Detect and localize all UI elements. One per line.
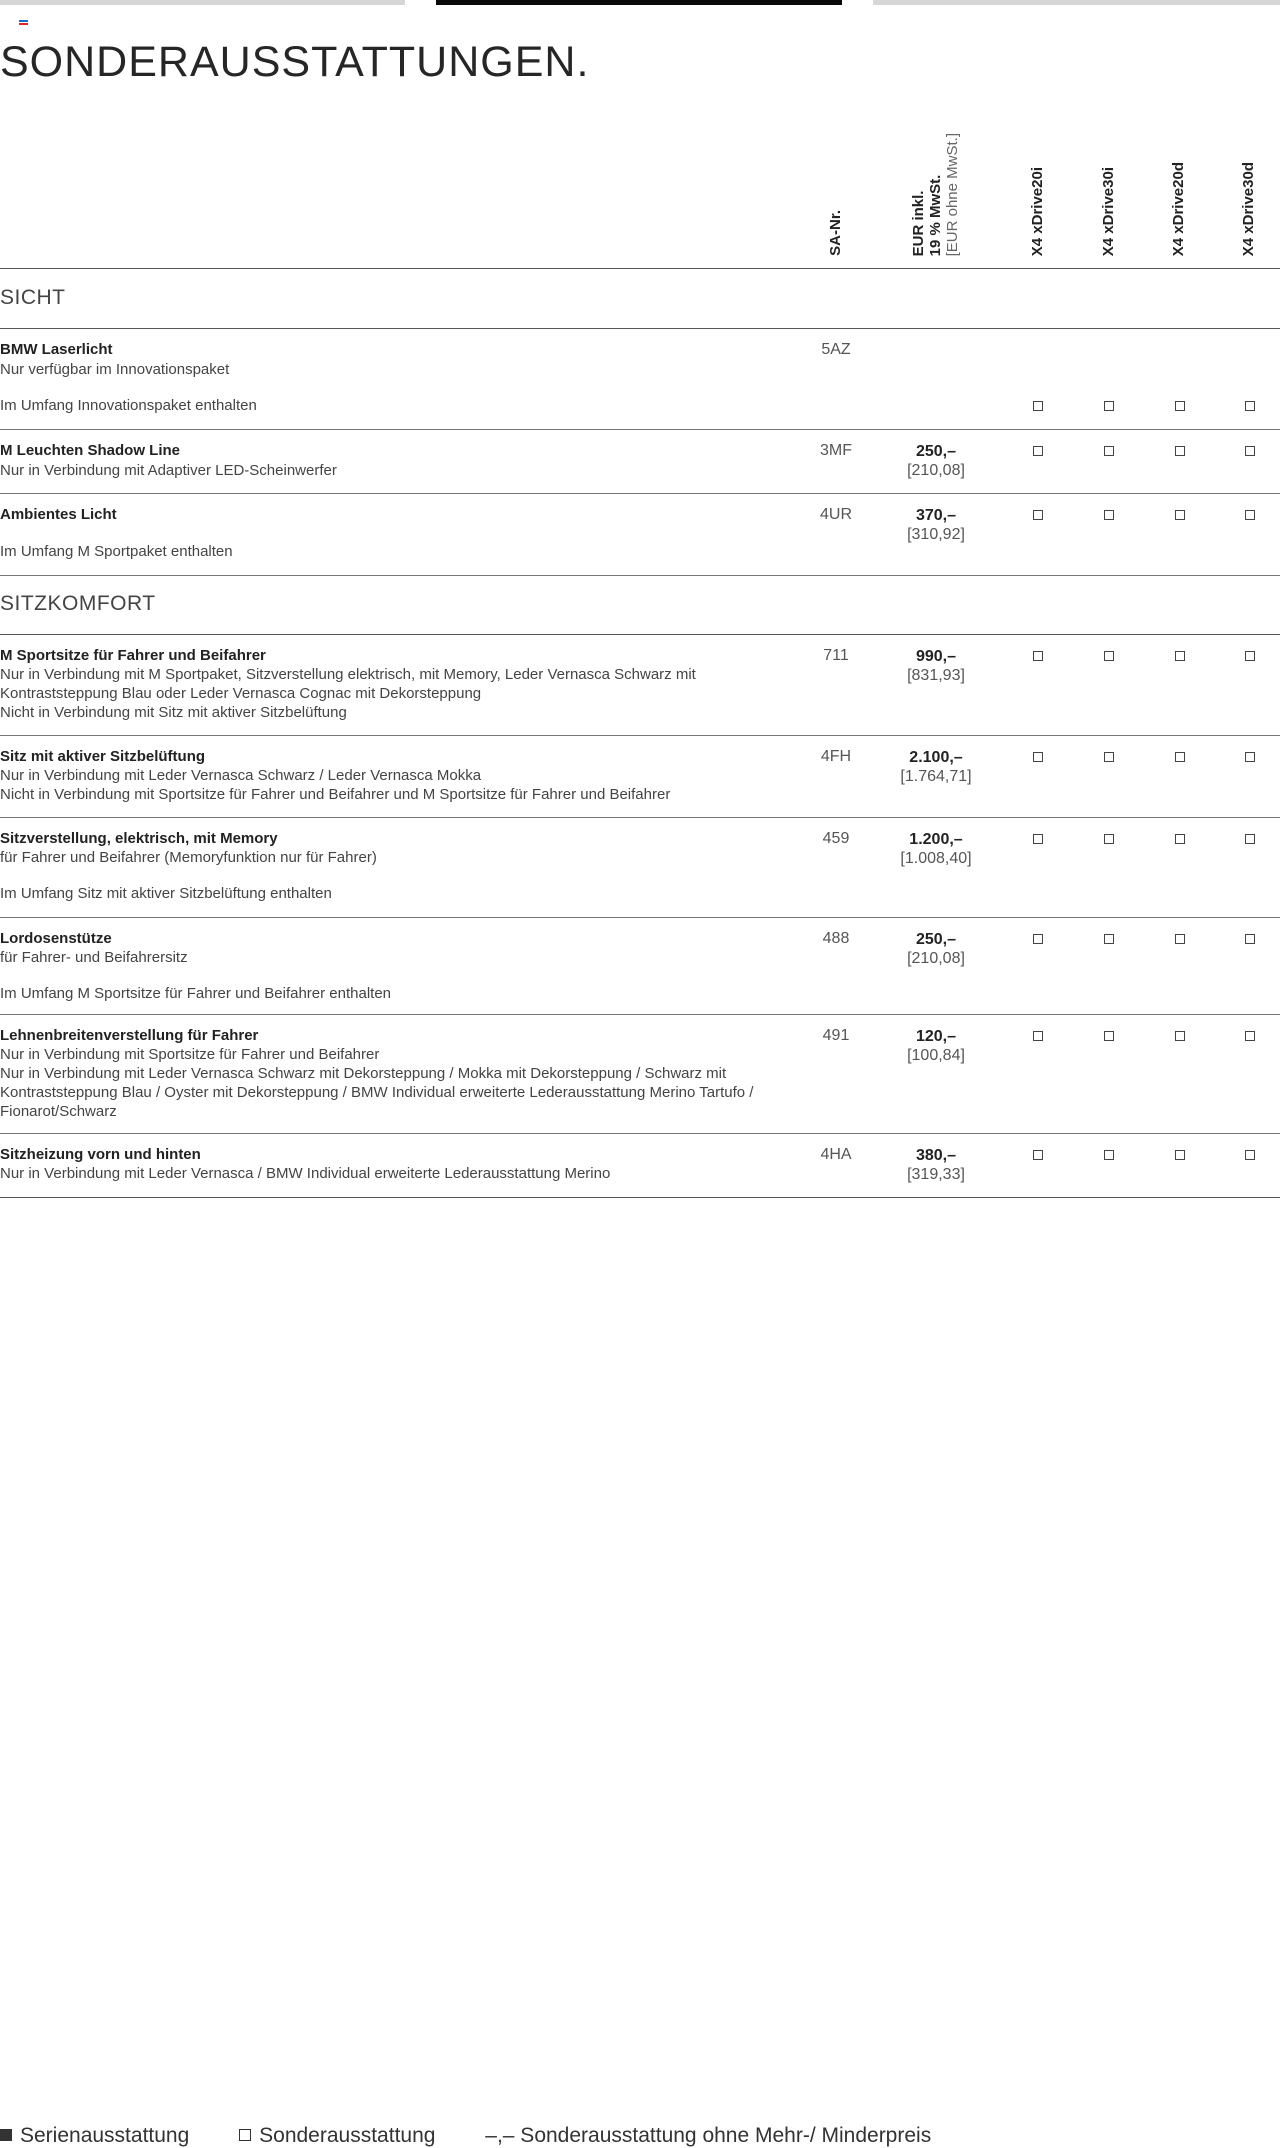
option-checkbox-icon (1245, 934, 1255, 944)
option-name: Lehnenbreitenverstellung für Fahrer (0, 1027, 259, 1044)
option-price: 370,– [310,92] (907, 507, 965, 543)
option-checkbox-icon (1175, 1150, 1185, 1160)
sa-number: 488 (822, 930, 850, 947)
option-checkbox-icon (1033, 752, 1043, 762)
option-checkbox-icon (1175, 401, 1185, 411)
header-model-x4-xdrive20i: X4 xDrive20i (1029, 166, 1046, 256)
option-checkbox-icon (1104, 834, 1114, 844)
option-checkbox-icon (1245, 1150, 1255, 1160)
header-model-x4-xdrive30i: X4 xDrive30i (1100, 166, 1117, 256)
option-checkbox-icon (1104, 401, 1114, 411)
progress-segment-2-active (436, 0, 842, 5)
option-description: Nur in Verbindung mit Leder Vernasca Schwarz / Leder Vernasca Mokka Nicht in Verbindung mit Sportsitze für Fahrer und Beifahrer und M Sportsitze für Fahrer und Beifahrer (0, 767, 671, 803)
option-price: 380,– [319,33] (907, 1147, 965, 1183)
table-row (0, 918, 1280, 1015)
option-note: Im Umfang Sitz mit aktiver Sitzbelüftung enthalten (0, 885, 332, 902)
option-name: Sitz mit aktiver Sitzbelüftung (0, 748, 206, 765)
option-checkbox-icon (1175, 651, 1185, 661)
option-name: Ambientes Licht (0, 506, 117, 523)
option-checkbox-icon (1175, 934, 1185, 944)
section-header-sicht (0, 269, 1280, 329)
option-description: Nur verfügbar im Innovationspaket (0, 361, 230, 378)
progress-segment-3 (873, 0, 1280, 5)
filled-square-icon (0, 2129, 12, 2141)
option-checkbox-icon (1033, 834, 1043, 844)
open-square-icon (239, 2129, 251, 2141)
legend-serien: Serienausstattung (0, 2124, 189, 2147)
table-row (0, 329, 1280, 430)
table-row (0, 736, 1280, 818)
option-note: Im Umfang M Sportpaket enthalten (0, 543, 233, 560)
option-price: 990,– [831,93] (907, 648, 965, 684)
option-checkbox-icon (1104, 1031, 1114, 1041)
option-checkbox-icon (1104, 446, 1114, 456)
option-price: 2.100,– [1.764,71] (900, 749, 972, 785)
header-model-x4-xdrive30d: X4 xDrive30d (1240, 161, 1257, 256)
option-name: Sitzheizung vorn und hinten (0, 1146, 201, 1163)
option-checkbox-icon (1033, 401, 1043, 411)
option-checkbox-icon (1175, 446, 1185, 456)
option-checkbox-icon (1104, 934, 1114, 944)
header-sa-nr: SA-Nr. (827, 210, 844, 256)
sa-number: 711 (823, 647, 849, 664)
table-row (0, 818, 1280, 918)
option-name: BMW Laserlicht (0, 341, 113, 358)
option-price: 1.200,– [1.008,40] (900, 831, 972, 867)
section-title: SICHT (0, 286, 66, 309)
option-name: Lordosenstütze (0, 930, 112, 947)
table-row (0, 494, 1280, 576)
option-note: Im Umfang Innovationspaket enthalten (0, 397, 257, 414)
sa-number: 5AZ (821, 341, 851, 358)
option-name: M Leuchten Shadow Line (0, 442, 181, 459)
option-checkbox-icon (1245, 401, 1255, 411)
option-checkbox-icon (1104, 651, 1114, 661)
option-checkbox-icon (1175, 834, 1185, 844)
sa-number: 4FH (820, 748, 852, 765)
sa-number: 4UR (819, 506, 852, 523)
option-checkbox-icon (1033, 934, 1043, 944)
option-checkbox-icon (1104, 510, 1114, 520)
sa-number: 459 (822, 830, 850, 847)
option-checkbox-icon (1104, 1150, 1114, 1160)
option-checkbox-icon (1245, 752, 1255, 762)
header-price: EUR inkl. 19 % MwSt. [EUR ohne MwSt.] (910, 132, 961, 256)
option-description: für Fahrer- und Beifahrersitz (0, 949, 188, 966)
option-checkbox-icon (1033, 510, 1043, 520)
table-header (0, 110, 1280, 269)
option-checkbox-icon (1033, 1031, 1043, 1041)
option-checkbox-icon (1033, 651, 1043, 661)
option-checkbox-icon (1245, 834, 1255, 844)
sa-number: 4HA (820, 1146, 852, 1163)
legend-ohne-mehrpreis: –,– Sonderausstattung ohne Mehr-/ Minderpreis (485, 2124, 932, 2147)
option-name: M Sportsitze für Fahrer und Beifahrer (0, 647, 266, 664)
section-header-sitzkomfort (0, 576, 1280, 635)
option-checkbox-icon (1033, 1150, 1043, 1160)
table-row (0, 1134, 1280, 1198)
legend (0, 2124, 975, 2148)
option-price: 250,– [210,08] (907, 443, 965, 479)
option-checkbox-icon (1175, 1031, 1185, 1041)
header-model-x4-xdrive20d: X4 xDrive20d (1170, 161, 1187, 256)
option-note: Im Umfang M Sportsitze für Fahrer und Beifahrer enthalten (0, 985, 392, 1002)
sa-number: 491 (822, 1027, 850, 1044)
progress-segment-1 (0, 0, 405, 5)
option-description: Nur in Verbindung mit Adaptiver LED-Scheinwerfer (0, 462, 337, 479)
table-row (0, 635, 1280, 736)
option-checkbox-icon (1245, 651, 1255, 661)
table-row (0, 430, 1280, 494)
table-row (0, 1015, 1280, 1134)
option-name: Sitzverstellung, elektrisch, mit Memory (0, 830, 278, 847)
option-checkbox-icon (1104, 752, 1114, 762)
option-checkbox-icon (1245, 510, 1255, 520)
option-description: Nur in Verbindung mit M Sportpaket, Sitzverstellung elektrisch, mit Memory, Leder Vernasca Schwarz mit Kontraststeppung Blau oder Leder Vernasca Cognac mit Dekorsteppung Nicht in Verbindung mit Sitz mit aktiver Sitzbelüftung (0, 666, 696, 721)
brand-mark-icon (19, 20, 28, 26)
option-checkbox-icon (1175, 752, 1185, 762)
option-checkbox-icon (1245, 1031, 1255, 1041)
legend-sonder: Sonderausstattung (239, 2124, 435, 2147)
option-checkbox-icon (1175, 510, 1185, 520)
sa-number: 3MF (820, 442, 852, 459)
page-title: SONDERAUSSTATTUNGEN. (0, 38, 590, 86)
option-checkbox-icon (1033, 446, 1043, 456)
option-description: Nur in Verbindung mit Sportsitze für Fahrer und Beifahrer Nur in Verbindung mit Leder Vernasca Schwarz mit Dekorsteppung / Mokka mit Dekorsteppung / Schwarz mit Kontraststeppung Blau / Oyster mit Dekorsteppung / BMW Individual erweiterte Lederausstattung Merino Tartufo / Fionarot/Schwarz (0, 1046, 754, 1120)
option-price: 250,– [210,08] (907, 931, 965, 967)
option-checkbox-icon (1245, 446, 1255, 456)
option-price: 120,– [100,84] (907, 1028, 965, 1064)
option-description: für Fahrer und Beifahrer (Memoryfunktion nur für Fahrer) (0, 849, 377, 866)
option-description: Nur in Verbindung mit Leder Vernasca / BMW Individual erweiterte Lederausstattung Merino (0, 1165, 611, 1182)
section-title: SITZKOMFORT (0, 592, 156, 615)
